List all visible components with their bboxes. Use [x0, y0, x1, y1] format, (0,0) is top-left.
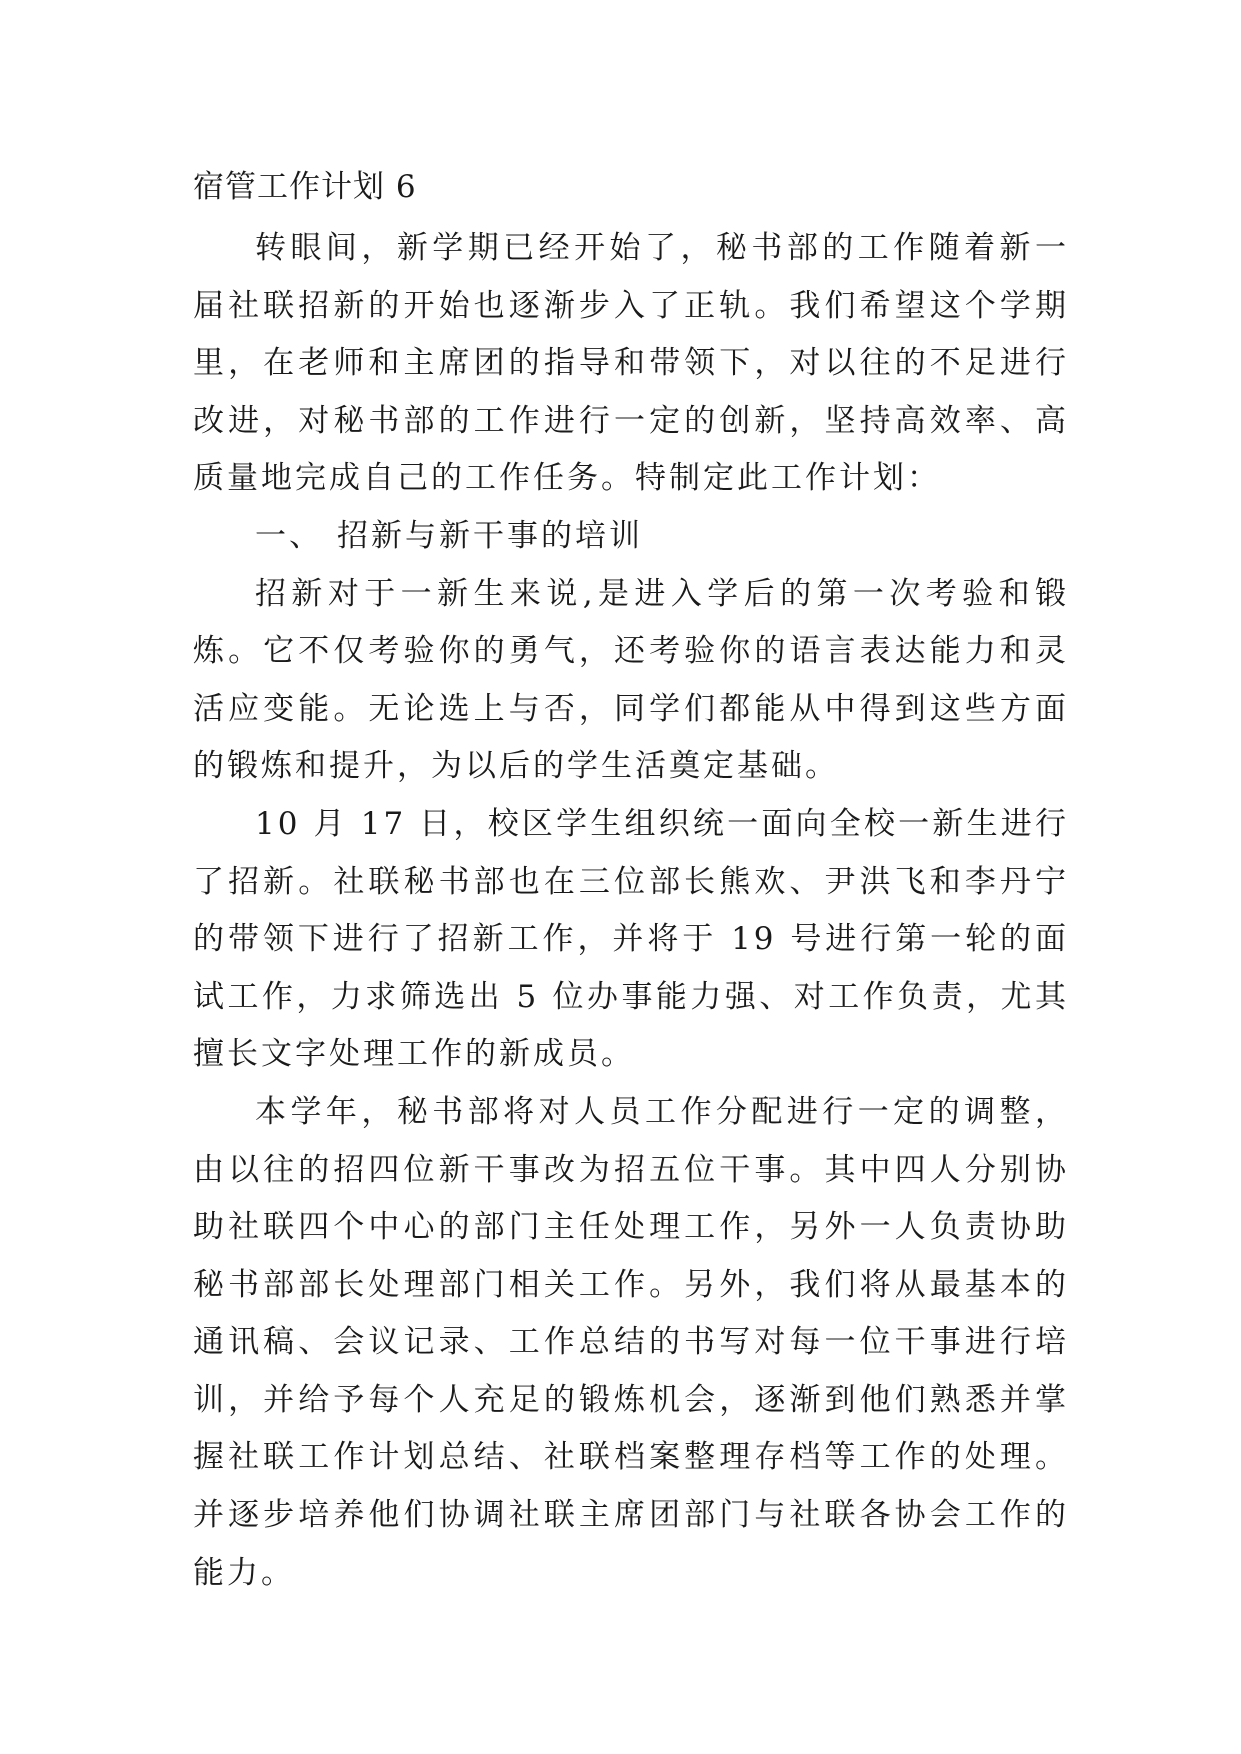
- intro-paragraph: 转眼间，新学期已经开始了，秘书部的工作随着新一届社联招新的开始也逐渐步入了正轨。我们希望这个学期里，在老师和主席团的指导和带领下，对以往的不足进行改进，对秘书部的工作进行一定的创新，坚持高效率、高质量地完成自己的工作任务。特制定此工作计划：: [193, 230, 1069, 497]
- document-title: 宿管工作计划 6: [193, 169, 417, 205]
- body-paragraph: 本学年，秘书部将对人员工作分配进行一定的调整，由以往的招四位新干事改为招五位干事。其中四人分别协助社联四个中心的部门主任处理工作，另外一人负责协助秘书部部长处理部门相关工作。另外，我们将从最基本的通讯稿、会议记录、工作总结的书写对每一位干事进行培训，并给予每个人充足的锻炼机会，逐渐到他们熟悉并掌握社联工作计划总结、社联档案整理存档等工作的处理。并逐步培养他们协调社联主席团部门与社联各协会工作的能力。: [193, 1093, 1069, 1591]
- body-paragraph: 招新对于一新生来说,是进入学后的第一次考验和锻炼。它不仅考验你的勇气，还考验你的语言表达能力和灵活应变能。无论选上与否，同学们都能从中得到这些方面的锻炼和提升，为以后的学生活奠定基础。: [193, 575, 1069, 785]
- section-number: 一、: [255, 517, 323, 554]
- document-body: [193, 162, 1069, 1602]
- body-paragraph: 10 月 17 日，校区学生组织统一面向全校一新生进行了招新。社联秘书部也在三位部长熊欢、尹洪飞和李丹宁的带领下进行了招新工作，并将于 19 号进行第一轮的面试工作，力求筛选出 5 位办事能力强、对工作负责，尤其擅长文字处理工作的新成员。: [193, 805, 1069, 1073]
- section-title: 招新与新干事的培训: [337, 517, 643, 554]
- section-heading: [193, 508, 1069, 566]
